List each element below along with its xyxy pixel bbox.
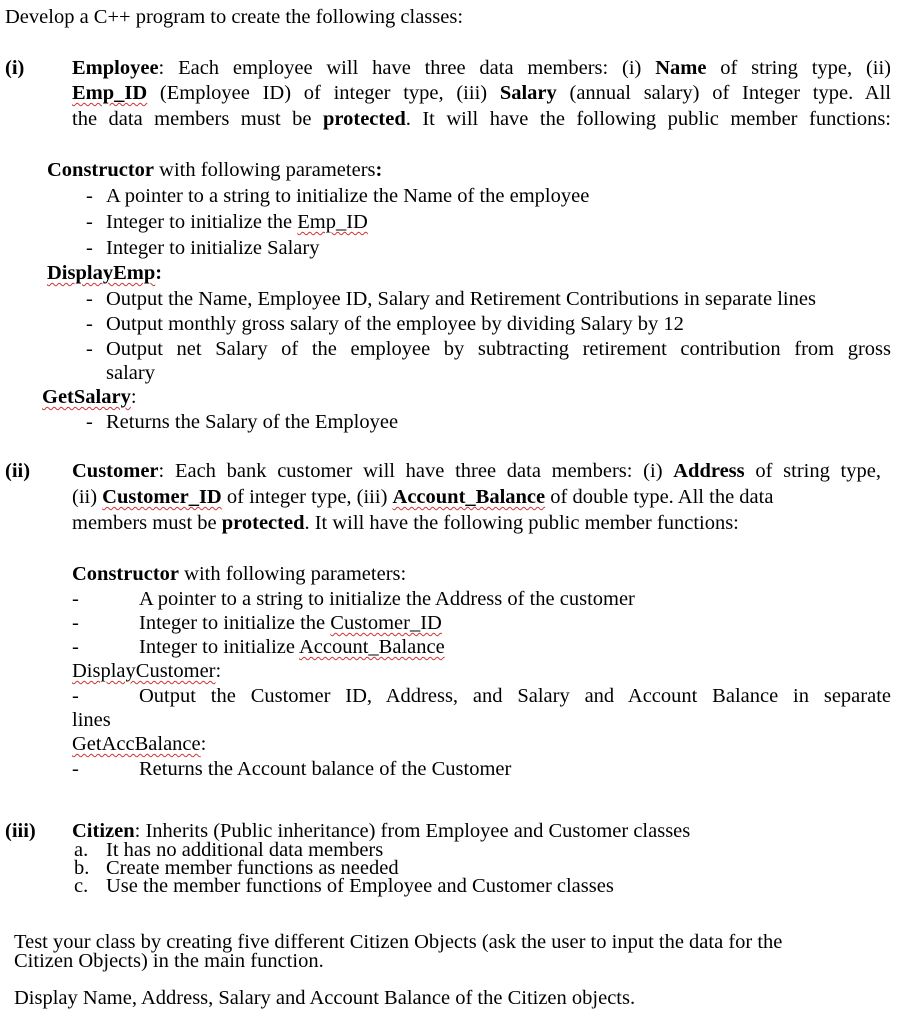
citizen-item-b: Create member functions as needed [106,857,399,879]
displaycustomer-item-1: Output the Customer ID, Address, and Salary and Account Balance in separate [139,685,891,707]
displayemp-heading: DisplayEmp: [47,262,163,284]
display-final-text: Display Name, Address, Salary and Account Balance of the Citizen objects. [14,987,636,1009]
bullet-dash: - [72,612,79,634]
citizen-item-a: It has no additional data members [106,839,384,861]
employee-ctor-item-2: Integer to initialize the Emp_ID [106,211,368,233]
customer-title: Customer [72,460,159,482]
customer-desc-line-1: Customer: Each bank customer will have three data members: (i) Address of string type, [72,460,881,482]
employee-title: Employee [72,57,159,79]
bullet-dash: - [86,185,93,207]
employee-ctor-item-1: A pointer to a string to initialize the Name of the employee [106,185,590,207]
bullet-dash: - [86,411,93,433]
bullet-dash: - [86,237,93,259]
employee-constructor-heading: Constructor with following parameters: [47,159,383,181]
citizen-item-marker: c. [74,875,89,897]
bullet-dash: - [72,685,79,707]
intro-text: Develop a C++ program to create the following classes: [5,6,464,28]
employee-desc-line-1: Employee: Each employee will have three data members: (i) Name of string type, (ii) [72,57,891,79]
displayemp-item-2: Output monthly gross salary of the employee by dividing Salary by 12 [106,313,684,335]
bullet-dash: - [86,288,93,310]
getaccbalance-item-1: Returns the Account balance of the Customer [139,758,512,780]
getsalary-item-1: Returns the Salary of the Employee [106,411,399,433]
customer-ctor-item-2: Integer to initialize the Customer_ID [139,612,442,634]
citizen-item-c: Use the member functions of Employee and Customer classes [106,875,614,897]
getsalary-heading: GetSalary: [42,386,137,408]
employee-desc-line-3: the data members must be protected. It will have the following public member functions: [72,108,891,130]
section-number-iii: (iii) [5,820,36,842]
bullet-dash: - [72,636,79,658]
test-text-line-2: Citizen Objects) in the main function. [14,950,324,972]
citizen-title: Citizen [72,820,135,842]
citizen-desc-line-1: Citizen: Inherits (Public inheritance) from Employee and Customer classes [72,820,691,842]
test-text-line-1: Test your class by creating five different Citizen Objects (ask the user to input the data for the [14,931,783,953]
section-number-ii: (ii) [5,460,31,482]
displayemp-item-3: Output net Salary of the employee by subtracting retirement contribution from gross [106,338,891,360]
displayemp-item-1: Output the Name, Employee ID, Salary and Retirement Contributions in separate lines [106,288,816,310]
bullet-dash: - [86,211,93,233]
employee-ctor-item-3: Integer to initialize Salary [106,237,320,259]
bullet-dash: - [86,313,93,335]
bullet-dash: - [72,588,79,610]
customer-ctor-item-3: Integer to initialize Account_Balance [139,636,445,658]
section-number-i: (i) [5,57,25,79]
customer-desc-line-2: (ii) Customer_ID of integer type, (iii) Account_Balance of double type. All the data [72,486,774,508]
citizen-item-marker: b. [74,857,90,879]
displayemp-item-3-cont: salary [106,362,155,384]
customer-desc-line-3: members must be protected. It will have the following public member functions: [72,512,739,534]
displaycustomer-item-1-cont: lines [72,709,111,731]
customer-ctor-item-1: A pointer to a string to initialize the Address of the customer [139,588,635,610]
citizen-item-marker: a. [74,839,89,861]
customer-constructor-heading: Constructor with following parameters: [72,563,407,585]
displaycustomer-heading: DisplayCustomer: [72,660,222,682]
employee-desc-line-2: Emp_ID (Employee ID) of integer type, (iii) Salary (annual salary) of Integer type. All [72,82,891,104]
bullet-dash: - [72,758,79,780]
bullet-dash: - [86,338,93,360]
getaccbalance-heading: GetAccBalance: [72,733,207,755]
